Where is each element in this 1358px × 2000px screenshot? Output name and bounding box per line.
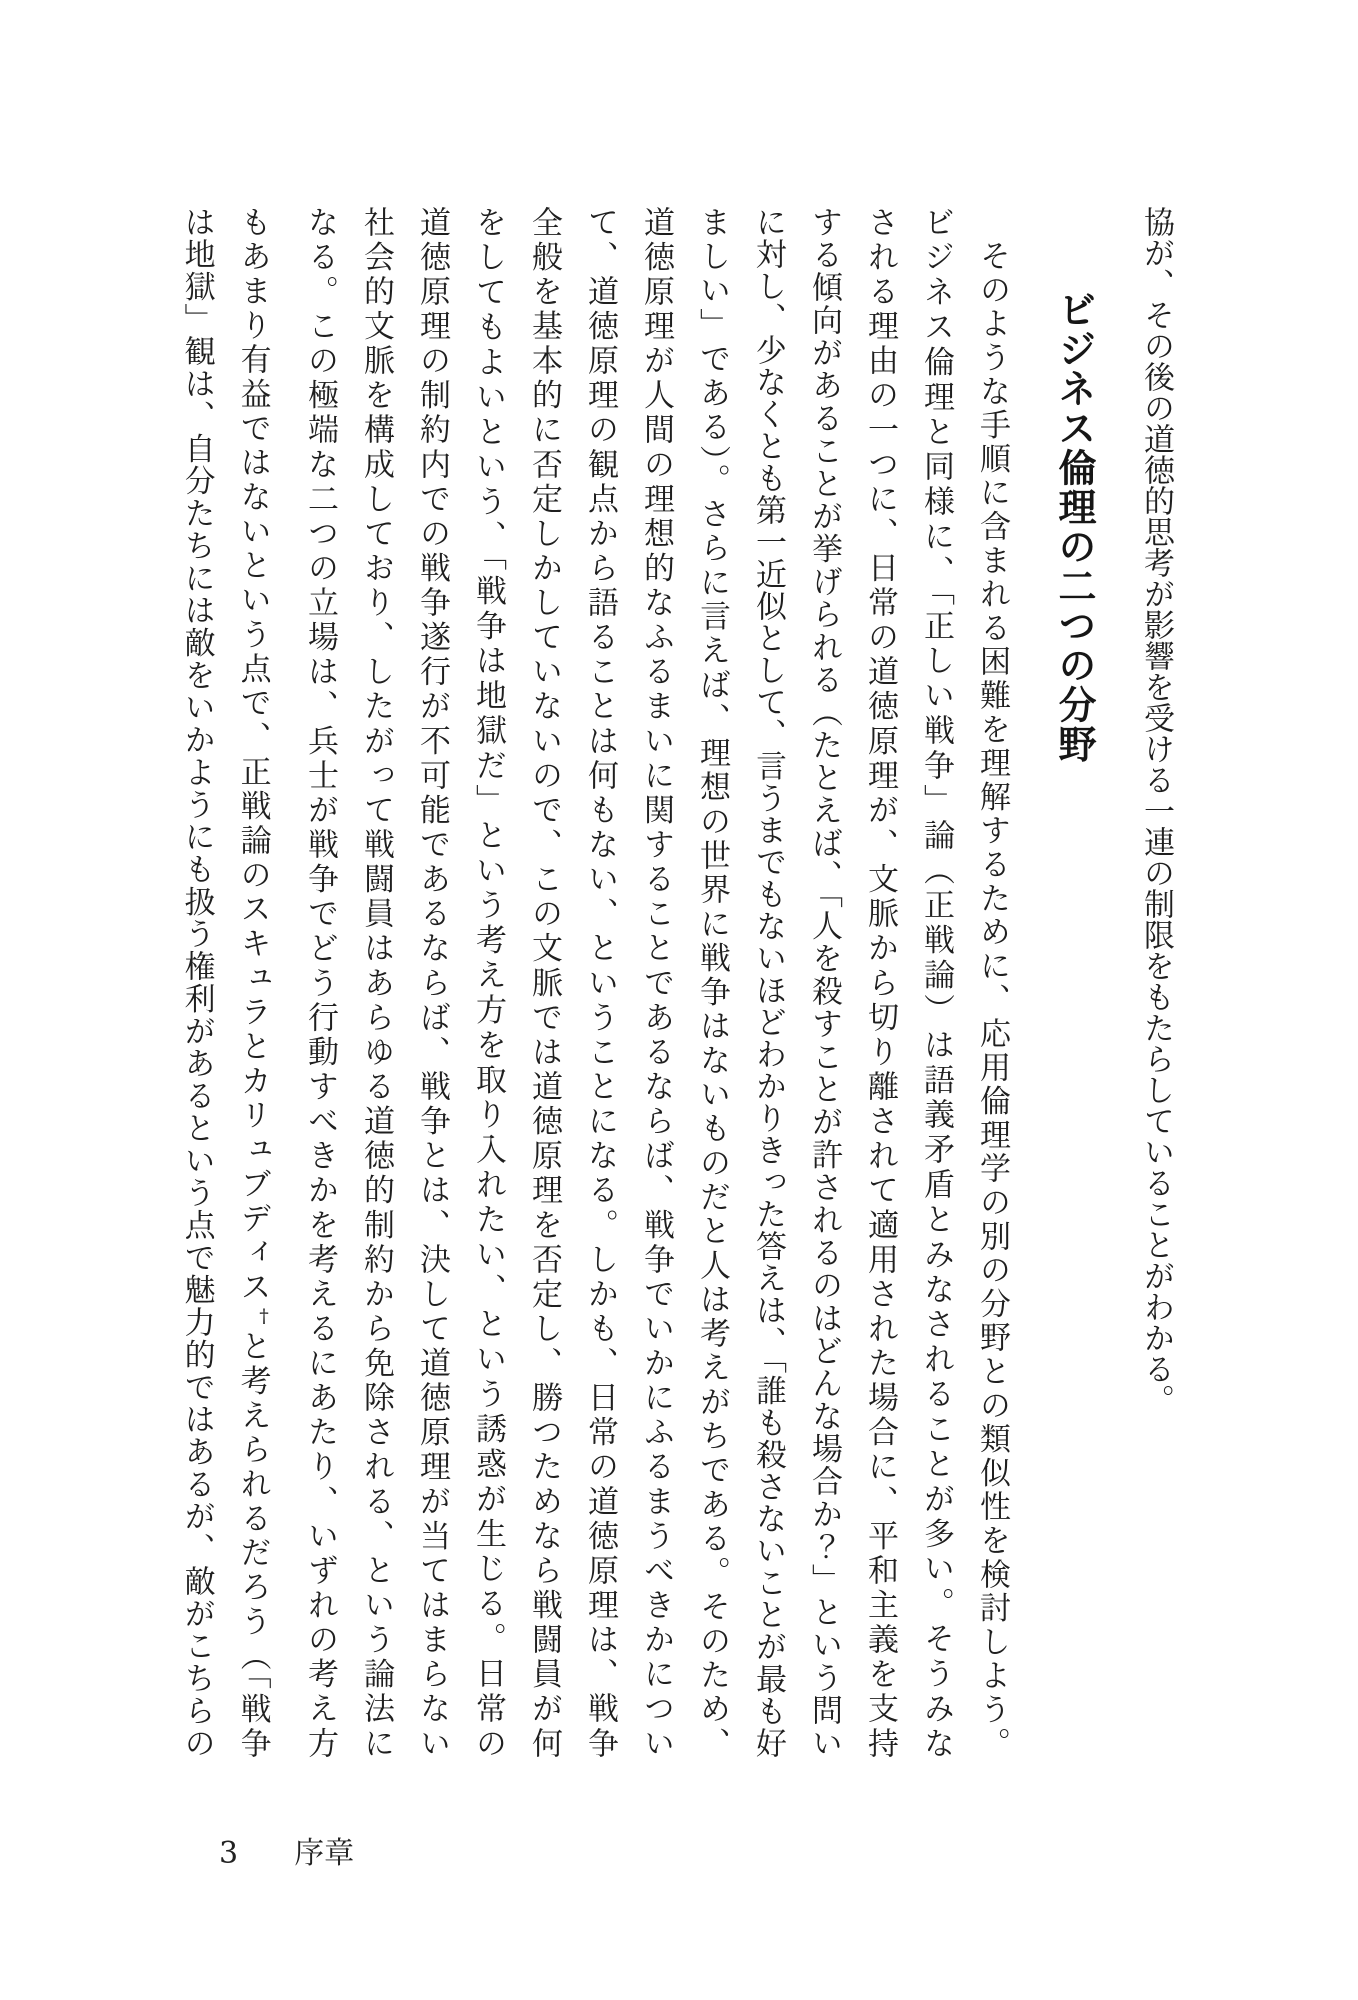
footnote-dagger-marker: † — [253, 1305, 275, 1331]
page-footer — [219, 1828, 354, 1872]
text-column: なる。この極端な二つの立場は、兵士が戦争でどう行動すべきかを考えるにあたり、いずれの考え方 — [302, 206, 338, 1758]
text-column: 協が、その後の道徳的思考が影響を受ける一連の制限をもたらしていることがわかる。 — [1138, 206, 1174, 1415]
text-column: もあまり有益ではないという点で、正戦論のスキュラとカリュブディス†と考えられるだろう（「戦争 — [234, 206, 275, 1759]
page-number: 3 — [219, 1836, 239, 1871]
text-column: をしてもよいという、「戦争は地獄だ」という考え方を取り入れたい、という誘惑が生じる。日常の — [470, 206, 506, 1758]
text-column: 道徳原理が人間の理想的なふるまいに関することであるならば、戦争でいかにふるまうべきかについ — [638, 206, 674, 1758]
text-column: ビジネス倫理と同様に、「正しい戦争」論（正戦論）は語義矛盾とみなされることが多い。そうみな — [918, 206, 954, 1758]
section-heading: ビジネス倫理の二つの分野 — [1052, 290, 1096, 764]
text-column: される理由の一つに、日常の道徳原理が、文脈から切り離されて適用された場合に、平和主義を支持 — [862, 206, 898, 1758]
text-column: に対し、少なくとも第一近似として、言うまでもないほどわかりきった答えは、「誰も殺さないことが最も好 — [750, 206, 786, 1758]
text-column: する傾向があることが挙げられる（たとえば、「人を殺すことが許されるのはどんな場合か？」という問い — [806, 206, 842, 1758]
text-column: そのような手順に含まれる困難を理解するために、応用倫理学の別の分野との類似性を検討しよう。 — [974, 206, 1010, 1758]
text-column: ましい」である）。さらに言えば、理想の世界に戦争はないものだと人は考えがちである。そのため、 — [694, 206, 730, 1758]
running-head-chapter: 序章 — [294, 1836, 355, 1871]
text-column: 全般を基本的に否定しかしていないので、この文脈では道徳原理を否定し、勝つためなら戦闘員が何 — [526, 206, 562, 1758]
text-column: は地獄」観は、自分たちには敵をいかようにも扱う権利があるという点で魅力的ではあるが、敵がこちらの — [178, 206, 215, 1758]
vertical-text-block — [169, 206, 1184, 1758]
text-column: て、道徳原理の観点から語ることは何もない、ということになる。しかも、日常の道徳原理は、戦争 — [582, 206, 618, 1758]
text-column: 道徳原理の制約内での戦争遂行が不可能であるならば、戦争とは、決して道徳原理が当てはまらない — [414, 206, 450, 1758]
text-column: 社会的文脈を構成しており、したがって戦闘員はあらゆる道徳的制約から免除される、という論法に — [358, 206, 394, 1759]
